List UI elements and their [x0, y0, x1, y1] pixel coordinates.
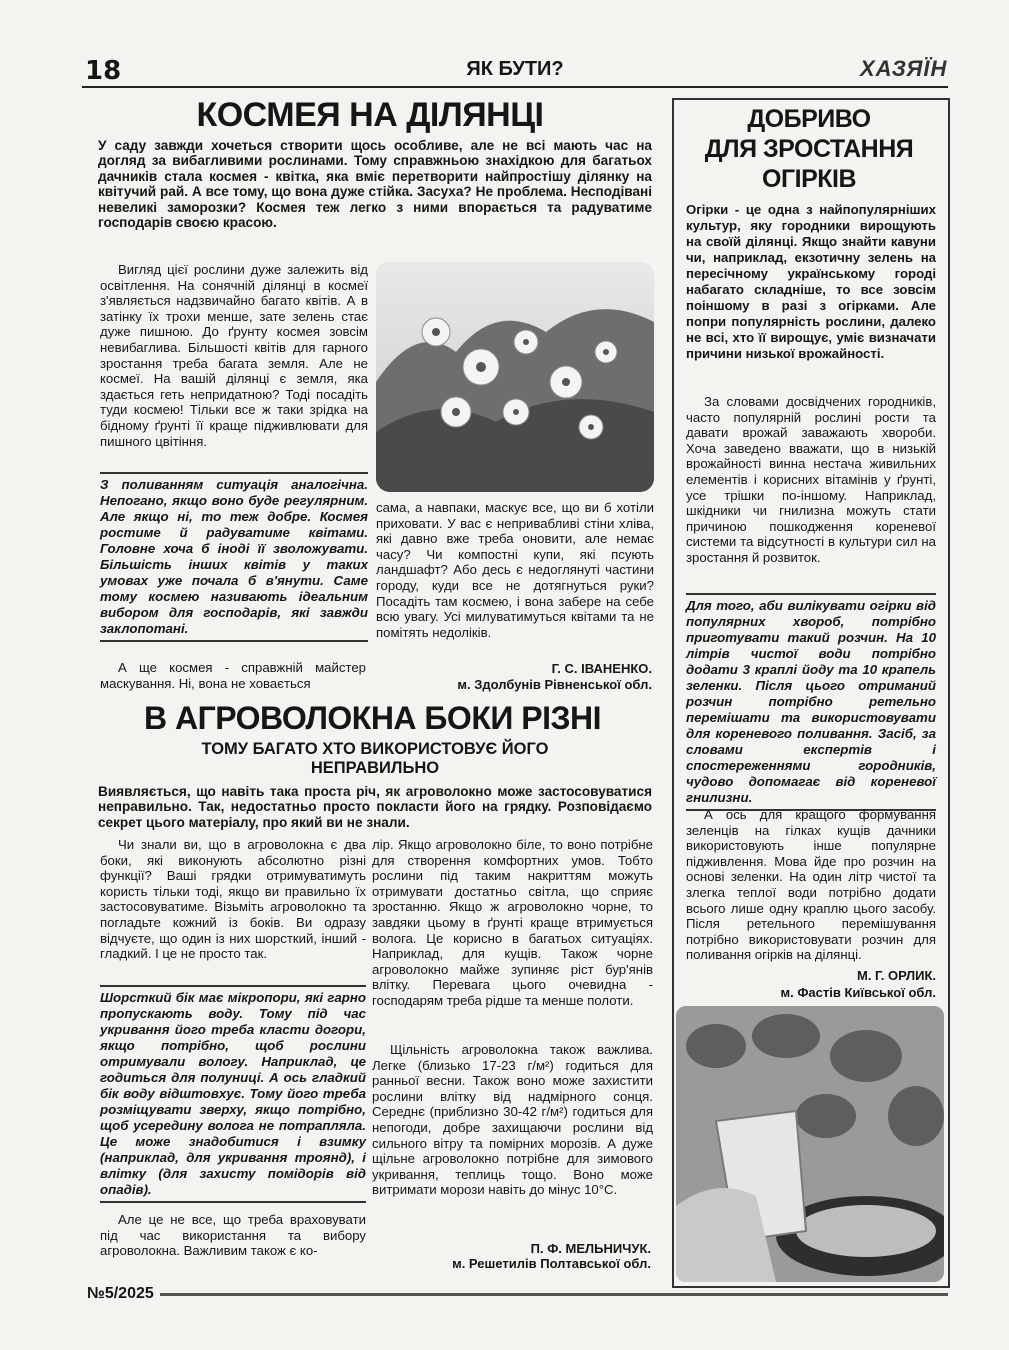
article1-lead: У саду завжди хочеться створити щось особливе, але не всі мають час на догляд за вибагливими рослинами. Тому справжньою знахідкою для багатьох дачників стала космея - квітка, яка вміє перетворити найпростішу ділянку на квітучий рай. А все тому, що вона дуже стійка. Засуха? Не проблема. Несподівані невеликі заморозки? Космея теж легко з ними впорається та радуватиме господарів своєю красою.	[98, 138, 652, 231]
article1-title: КОСМЕЯ НА ДІЛЯНЦІ	[196, 96, 544, 134]
article1-body2: А ще космея - справжній майстер маскування. Ні, вона не ховається	[100, 660, 366, 691]
article3-title-line3: ОГІРКІВ	[762, 165, 856, 193]
article3-location: м. Фастів Київської обл.	[780, 985, 936, 1000]
watering-illustration	[676, 1006, 944, 1282]
article2-lead: Виявляється, що навіть така проста річ, як агроволокно може застосовуватися неправильно. Так, недостатньо просто покласти його на грядку. Розповідаємо секрет цього матеріалу, про який ви не знали.	[98, 784, 652, 830]
article2-author: П. Ф. МЕЛЬНИЧУК.	[530, 1241, 651, 1256]
article3-lead: Огірки - це одна з найпопулярніших культур, яку городники вирощують на своїй ділянці. Якщо знайти кавуни чи, наприклад, екзотичну зелень на пересічному українському городі набагато складніше, то все зовсім поіншому в разі з огірками. Але попри популярність рослини, далеко не всі, хто її вирощує, уміє визначати причини низької врожайності.	[686, 202, 936, 361]
section-title: ЯК БУТИ?	[466, 58, 564, 80]
brand-logo: ХАЗЯЇН	[860, 56, 948, 81]
flower-illustration	[376, 262, 654, 492]
article2-title: В АГРОВОЛОКНА БОКИ РІЗНІ	[143, 700, 602, 736]
issue-number: №5/2025	[87, 1285, 154, 1302]
article1-location: м. Здолбунів Рівненської обл.	[457, 677, 652, 692]
article2-body3: лір. Якщо агроволокно біле, то воно потрібне для створення комфортних умов. Тобто рослини під таким накриттям можуть отримувати достатньо світла, що сприяє зростанню. Якщо ж агроволокно чорне, то завдяки цьому в ґрунті краще втримується волога. Це корисно в багатьох ситуаціях. Наприклад, для кущів. Також чорне агроволокно майже зупиняє ріст бур'янів влітку. Перевага цього очевидна - господарям треба рідше та менше полоти.	[372, 837, 653, 1008]
footer-rule	[160, 1293, 948, 1296]
article1-author: Г. С. ІВАНЕНКО.	[551, 661, 652, 676]
article3-title-line1: ДОБРИВО	[747, 105, 871, 133]
article1-body3: сама, а навпаки, маскує все, що ви б хотіли приховати. У вас є непривабливі стіни хліва, які давно вже треба оновити, але немає часу? Чи компостні купи, які псують ландшафт? Або десь є недоглянуті частини городу, куди все не дотягнуться руки? Посадіть там космею, і вона забере на себе всю увагу. Усі милуватимуться квітами та не помітять недоліків.	[376, 500, 654, 640]
article2-subtitle: ТОМУ БАГАТО ХТО ВИКОРИСТОВУЄ ЙОГО НЕПРАВИЛЬНО	[201, 740, 549, 777]
article3-title-line2: ДЛЯ ЗРОСТАННЯ	[704, 135, 914, 163]
article3-author: М. Г. ОРЛИК.	[857, 968, 936, 983]
article2-body1: Чи знали ви, що в агроволокна є два боки, які виконують абсолютно різні функції? Ваші грядки отримуватимуть користь тільки тоді, якщо ви правильно їх застосовуватиме. Візьміть агроволокно та погладьте кожний із боків. Ви одразу відчуєте, що один із них шорсткий, інший - гладкий. І це не просто так.	[100, 837, 366, 962]
page-number: 18	[85, 56, 122, 86]
header-rule	[82, 86, 948, 88]
article3-highlight: Для того, аби вилікувати огірки від популярних хвороб, потрібно приготувати такий розчин. На 10 літрів чистої води потрібно додати 3 краплі йоду та 10 крапель зеленки. Після цього отриманий розчин потрібно ретельно перемішати та використовувати для кореневого поливання. Засіб, за словами експертів і спостереженнями городників, чудово допомагає від кореневої гнилизни.	[686, 598, 936, 805]
article2-highlight: Шорсткий бік має мікропори, які гарно пропускають воду. Тому під час укривання його треба класти догори, якщо потрібно, щоб рослини отримували вологу. Наприклад, це годиться для полуниці. А ось гладкий бік воду відштовхує. Тому його треба розміщувати зверху, якщо потрібно, щоб усередину волога не потрапляла. Це може знадобитися і взимку (наприклад, для укривання троянд), і влітку (для захисту помідорів від опадів).	[100, 990, 366, 1197]
cucumber-photo	[676, 1006, 944, 1282]
article2-body4: Щільність агроволокна також важлива. Легке (близько 17-23 г/м²) годиться для ранньої весни. Також воно може захистити рослини влітку від надмірного сонця. Середнє (приблизно 30-42 г/м²) годиться для непогоди, добре захищаючи рослини від сильного вітру та помірних морозів. А дуже щільне агроволокно потрібне для зимового укривання, теплиць тощо. Воно може витримати морози навіть до мінус 10°С.	[372, 1042, 653, 1198]
article3-body2: А ось для кращого формування зеленців на гілках кущів дачники використовують інше популярне підживлення. Мова йде про розчин на основі зеленки. На один літр чистої та злегка теплої води потрібно додати всього лише одну краплю цього засобу. Після ретельного перемішування потрібно використовувати розчин для поливання огірків на ділянці.	[686, 807, 936, 963]
cosmos-photo	[376, 262, 654, 492]
article2-location: м. Решетилів Полтавської обл.	[452, 1256, 651, 1271]
article1-body1: Вигляд цієї рослини дуже залежить від освітлення. На сонячній ділянці в космеї з'являється надзвичайно багато квітів. А в затінку їх трохи менше, зате зелень стає дуже пишною. До ґрунту космея зовсім невибаглива. Більшості квітів для гарного зростання треба багата земля. Але не космеї. На вашій ділянці є земля, яка здається геть непридатною? Тоді посадіть туди космею! Тільки все ж таки зрідка на бідному ґрунті її краще підживлювати для пишного цвітіння.	[100, 262, 368, 449]
article2-body2: Але це не все, що треба враховувати під час використання та вибору агроволокна. Важливим також є ко-	[100, 1212, 366, 1259]
article1-highlight: З поливанням ситуація аналогічна. Непогано, якщо воно буде регулярним. Але якщо ні, то теж добре. Космея ростиме й радуватиме квітами. Головне хоча б іноді її зволожувати. Більшість інших квітів у таких умовах уже почала б в'янути. Саме тому космею називають ідеальним вибором для господарів, які завжди заклопотані.	[100, 477, 368, 636]
article3-body1: За словами досвідчених городників, часто популярній рослині рости та давати врожай заважають хвороби. Хоча заведено вважати, що в низькій врожайності винна нестача живильних елементів і корисних вітамінів у ґрунті, усе трішки по-іншому. Наприклад, шкідники чи гнилизна можуть стати причиною пошкодження кореневої системи та відсутності в культури сил на зростання й розвиток.	[686, 394, 936, 565]
